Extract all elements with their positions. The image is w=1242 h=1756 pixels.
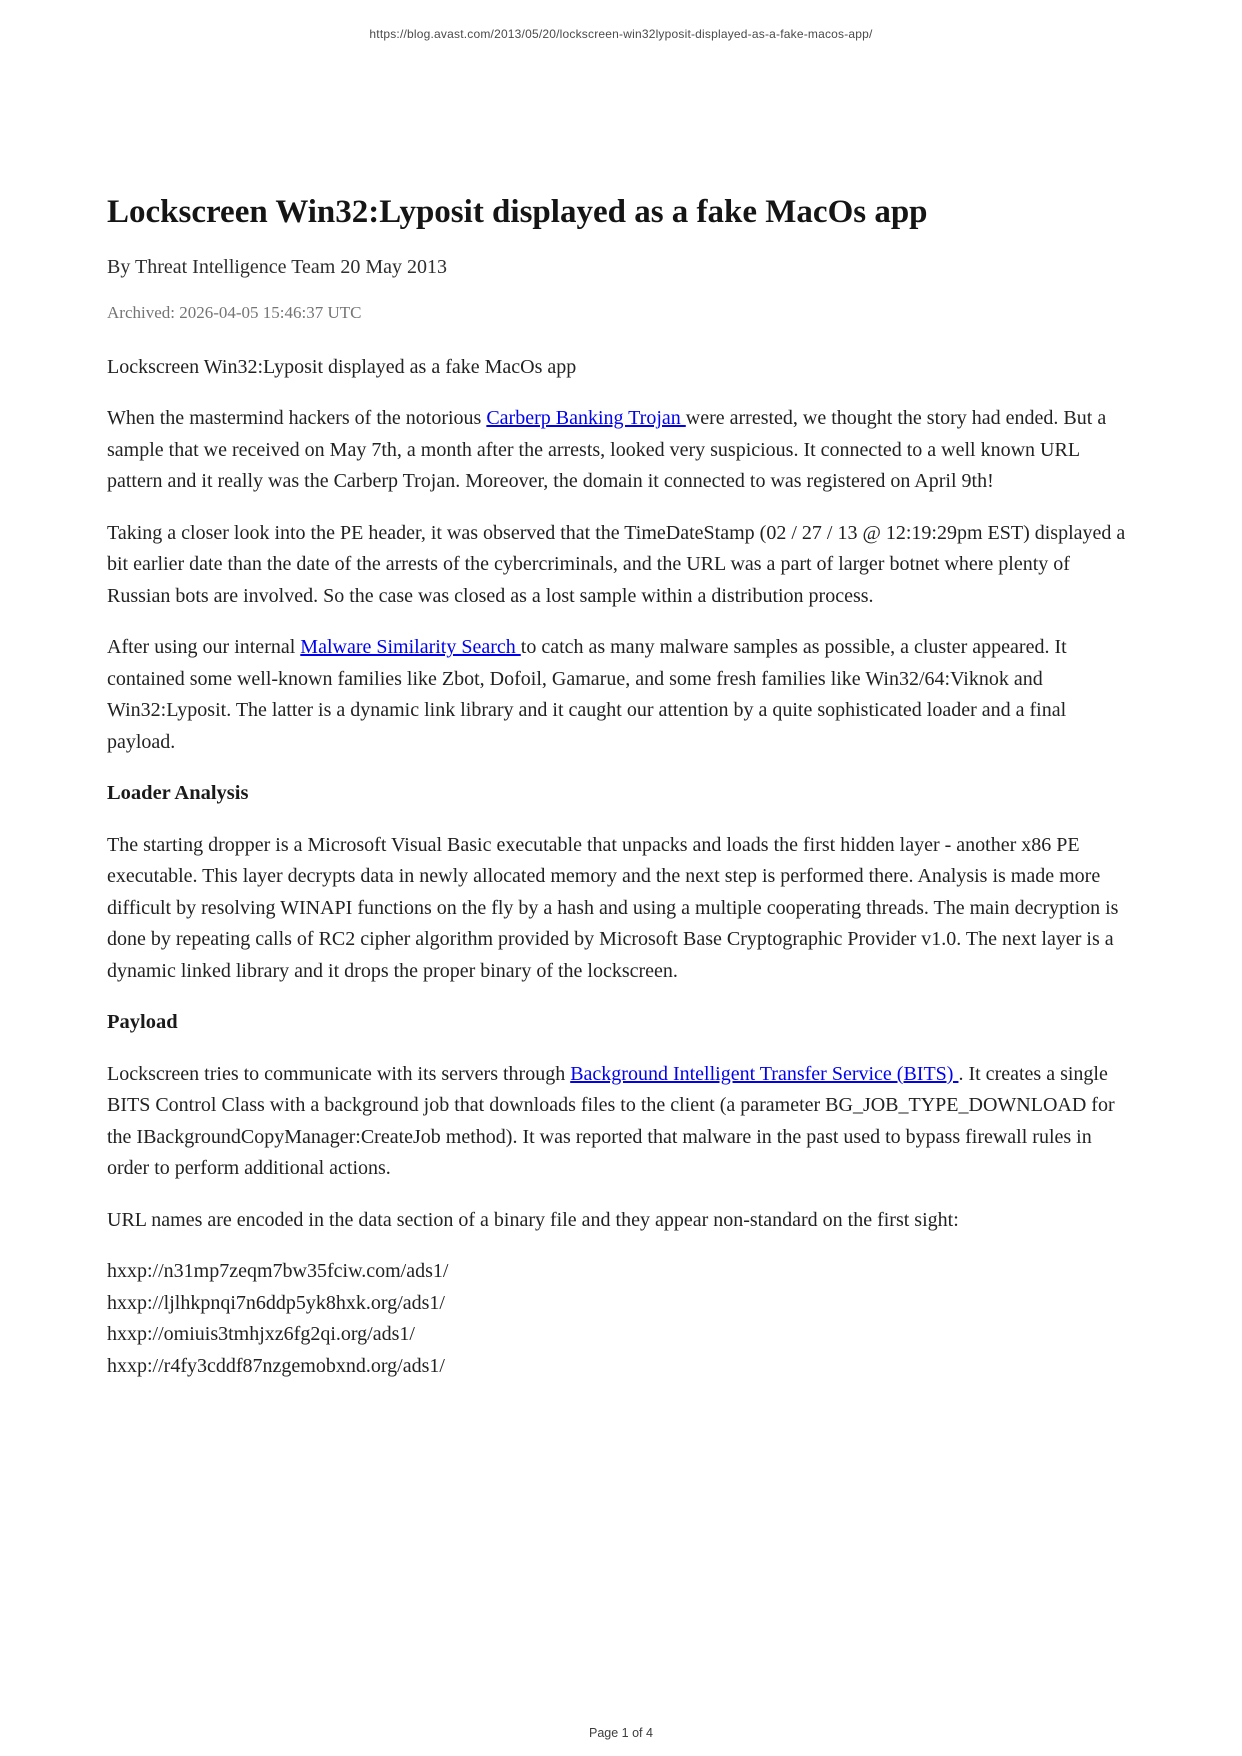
paragraph-carberp <box>107 403 1135 498</box>
encoded-url-list <box>107 1256 1135 1382</box>
text-run: . It creates a single BITS Control Class with a background job that downloads files to the client (a parameter BG_JOB_TYPE_DOWNLOAD for the IBackgroundCopyManager:CreateJob method). It was reported that malware in the past used to bypass firewall rules in order to perform additional actions. <box>107 1062 1115 1180</box>
encoded-url: hxxp://n31mp7zeqm7bw35fciw.com/ads1/ <box>107 1260 449 1283</box>
text-run: After using our internal <box>107 636 301 659</box>
text-run: were arrested, we thought the story had ended. But a sample that we received on May 7th, a month after the arrests, looked very suspicious. It connected to a well known URL pattern and it really was the Carberp Trojan. Moreover, the domain it connected to was registered on April 9th! <box>107 407 1107 493</box>
encoded-url: hxxp://r4fy3cddf87nzgemobxnd.org/ads1/ <box>107 1354 445 1377</box>
heading-payload: Payload <box>107 1011 178 1034</box>
print-header-url: https://blog.avast.com/2013/05/20/lockscreen-win32lyposit-displayed-as-a-fake-macos-app/ <box>369 27 873 41</box>
text-run: When the mastermind hackers of the notorious <box>107 407 487 430</box>
paragraph-payload <box>107 1059 1135 1185</box>
paragraph-urls-intro: URL names are encoded in the data section of a binary file and they appear non-standard on the first sight: <box>107 1208 959 1231</box>
heading-loader-analysis: Loader Analysis <box>107 782 249 805</box>
carberp-banking-trojan-link[interactable]: Carberp Banking Trojan <box>486 407 686 430</box>
malware-similarity-search-link[interactable]: Malware Similarity Search <box>300 636 521 659</box>
paragraph-intro: Lockscreen Win32:Lyposit displayed as a fake MacOs app <box>107 355 577 378</box>
encoded-url: hxxp://ljlhkpnqi7n6ddp5yk8hxk.org/ads1/ <box>107 1291 445 1314</box>
bits-link[interactable]: Background Intelligent Transfer Service (BITS) <box>570 1062 959 1085</box>
paragraph-cluster <box>107 632 1135 758</box>
paragraph-loader-analysis: The starting dropper is a Microsoft Visual Basic executable that unpacks and loads the first hidden layer - another x86 PE executable. This layer decrypts data in newly allocated memory and the next step is performed there. Analysis is made more difficult by resolving WINAPI functions on the fly by a hash and using a multiple cooperating threads. The main decryption is done by repeating calls of RC2 cipher algorithm provided by Microsoft Base Cryptographic Provider v1.0. The next layer is a dynamic linked library and it drops the proper binary of the lockscreen. <box>107 833 1119 982</box>
encoded-url: hxxp://omiuis3tmhjxz6fg2qi.org/ads1/ <box>107 1323 415 1346</box>
text-run: Lockscreen tries to communicate with its servers through <box>107 1062 571 1085</box>
text-run: to catch as many malware samples as possible, a cluster appeared. It contained some well-known families like Zbot, Dofoil, Gamarue, and some fresh families like Win32/64:Viknok and Win32:Lyposit. The latter is a dynamic link library and it caught our attention by a quite sophisticated loader and a final payload. <box>107 636 1067 753</box>
article-content <box>107 194 1135 1382</box>
page-number: Page 1 of 4 <box>589 1726 653 1740</box>
page-title: Lockscreen Win32:Lyposit displayed as a fake MacOs app <box>107 194 928 230</box>
article-byline: By Threat Intelligence Team 20 May 2013 <box>107 255 447 278</box>
paragraph-timestamp: Taking a closer look into the PE header, it was observed that the TimeDateStamp (02 / 27 / 13 @ 12:19:29pm EST) displayed a bit earlier date than the date of the arrests of the cybercriminals, and the URL was a part of larger botnet where plenty of Russian bots are involved. So the case was closed as a lost sample within a distribution process. <box>107 521 1126 607</box>
archived-timestamp: Archived: 2026-04-05 15:46:37 UTC <box>107 302 362 322</box>
